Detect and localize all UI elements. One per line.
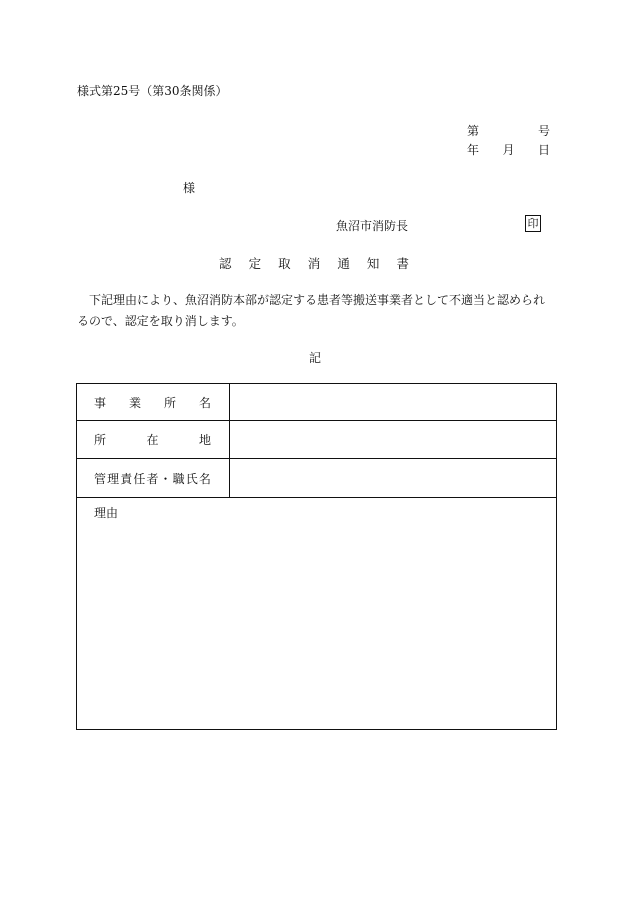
label-char: 名 [198, 471, 211, 486]
date-line [467, 141, 550, 158]
title-char: 認 [219, 256, 232, 271]
date-month: 月 [502, 143, 515, 157]
title-char: 通 [337, 256, 350, 271]
label-char: 任 [133, 471, 146, 486]
document-title [219, 254, 409, 272]
label-char: 所 [163, 395, 176, 410]
label-cell [77, 459, 230, 498]
seal-stamp-mark: 印 [525, 215, 541, 232]
label-char: 地 [198, 433, 211, 447]
body-paragraph: 下記理由により、魚沼消防本部が認定する患者等搬送事業者として不適当と認められるので、認定を取り消します。 [77, 293, 546, 328]
reason-label: 理由 [94, 506, 119, 520]
document-number-line [467, 122, 550, 139]
date-day: 日 [537, 143, 550, 157]
label-char: 氏 [185, 471, 198, 486]
title-char: 消 [307, 256, 321, 271]
title-char: 知 [366, 256, 380, 271]
label-char: 所 [94, 433, 107, 447]
label-char: 責 [120, 471, 133, 486]
label-cell [77, 421, 230, 459]
label-char: 管 [94, 471, 107, 486]
label-char: 事 [94, 395, 107, 410]
table-row-reason [77, 498, 557, 730]
title-char: 書 [396, 256, 409, 271]
addressee-honorific: 様 [183, 181, 196, 195]
label-cell [77, 384, 230, 421]
business-name-label [77, 394, 229, 411]
form-number: 様式第25号（第30条関係） [77, 84, 228, 98]
label-char: 理 [107, 471, 120, 486]
title-char: 取 [278, 256, 291, 271]
location-field[interactable] [230, 421, 557, 459]
number-prefix: 第 [467, 124, 480, 138]
ki-heading: 記 [309, 351, 322, 365]
table-row-manager [77, 459, 557, 498]
date-year: 年 [467, 143, 480, 157]
table-row-location [77, 421, 557, 459]
table-row-business-name [77, 384, 557, 421]
label-char: 者 [146, 471, 159, 486]
manager-label [77, 470, 229, 487]
label-char: 在 [146, 433, 159, 447]
reason-cell[interactable] [77, 498, 557, 730]
details-table [76, 383, 557, 730]
label-char: ・ [159, 471, 172, 486]
manager-field[interactable] [230, 459, 557, 498]
label-char: 業 [128, 395, 141, 410]
label-char: 名 [198, 395, 211, 410]
location-label [77, 431, 229, 448]
title-char: 定 [248, 256, 262, 271]
business-name-field[interactable] [230, 384, 557, 421]
issuer-name: 魚沼市消防長 [336, 219, 409, 233]
label-char: 職 [172, 471, 185, 486]
number-suffix: 号 [537, 124, 550, 138]
